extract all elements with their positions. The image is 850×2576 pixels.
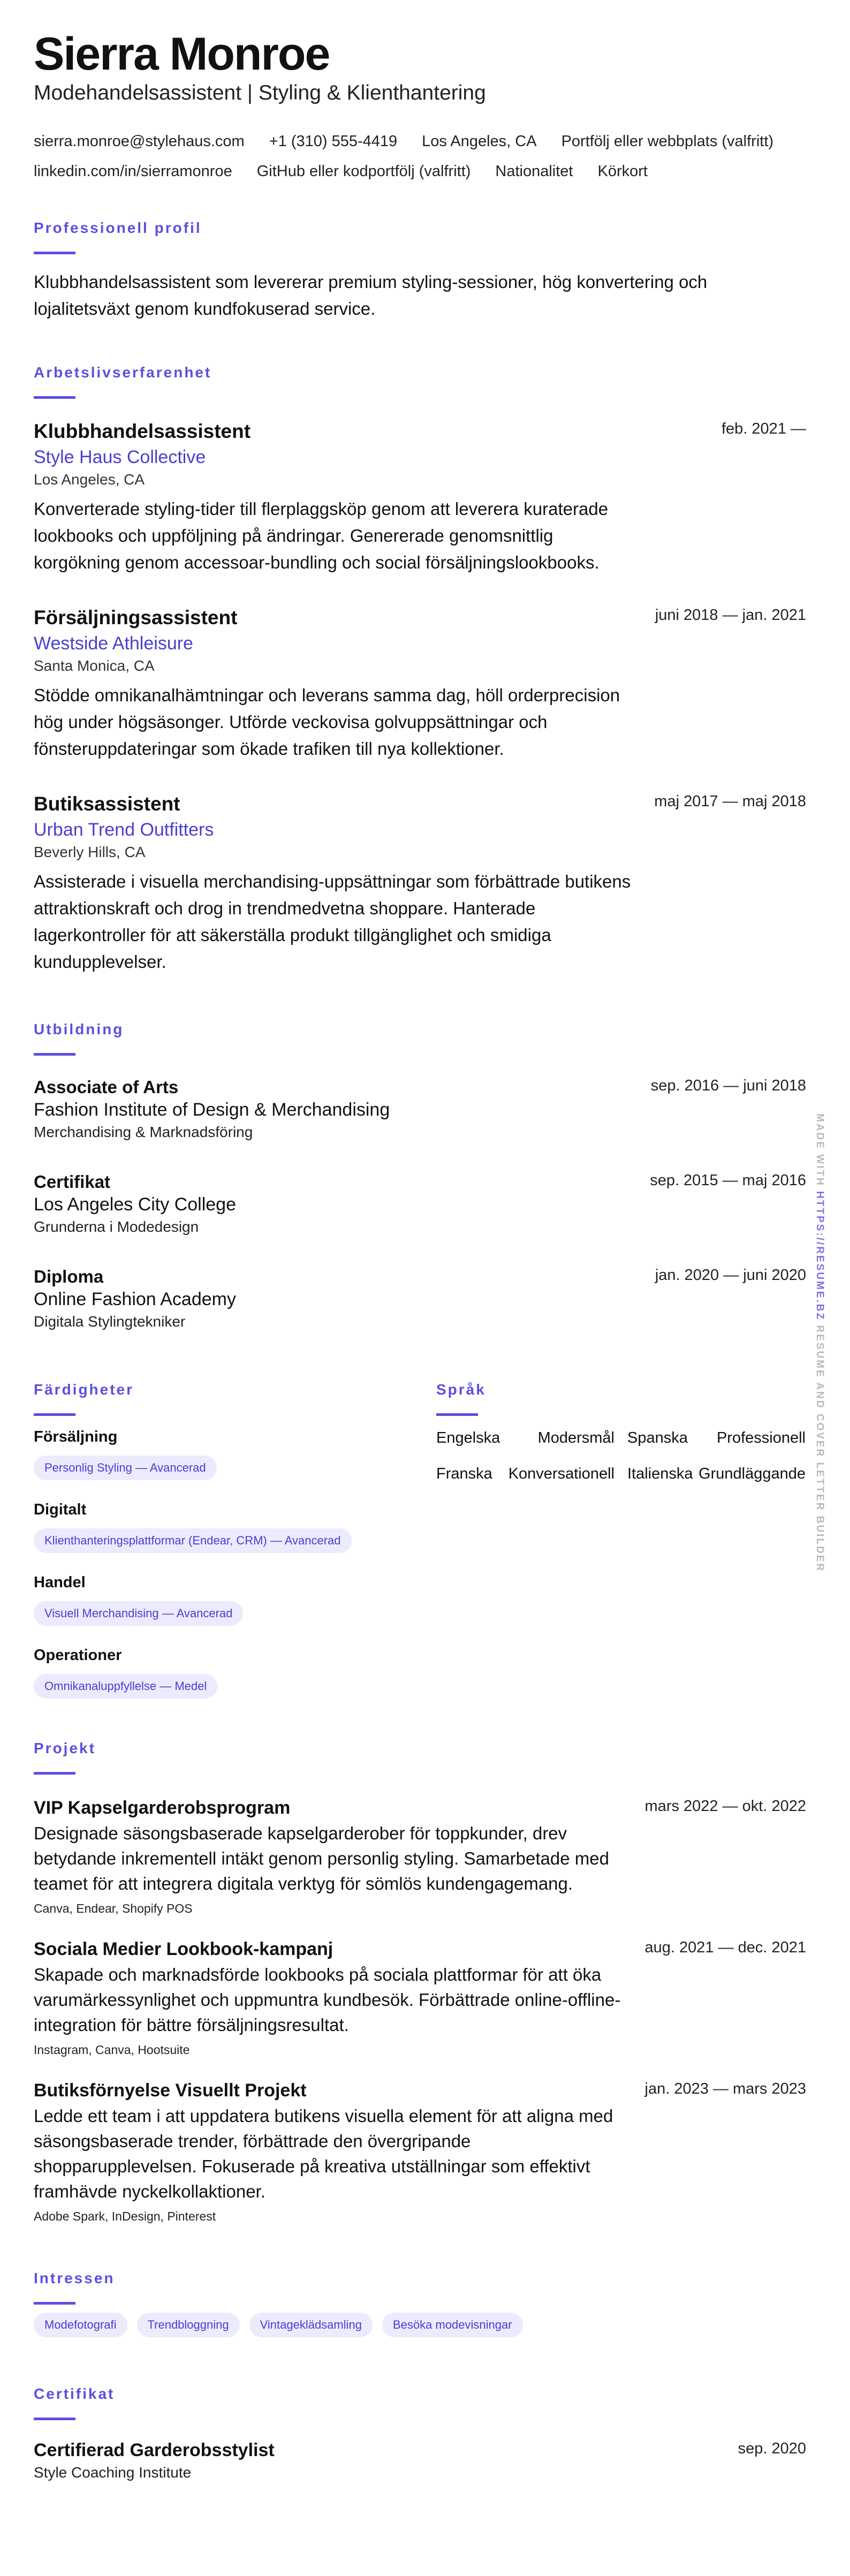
section-divider: [34, 2418, 75, 2420]
skill-group: [34, 1501, 408, 1574]
job-title: Försäljningsassistent: [34, 607, 238, 628]
section-certificates: [34, 2385, 115, 2420]
section-education: [34, 1021, 124, 1056]
language-name: Spanska: [627, 1429, 688, 1446]
field-of-study: Digitala Stylingtekniker: [34, 1313, 186, 1330]
language-level: Konversationell: [508, 1465, 614, 1482]
languages-list: [436, 1429, 811, 1483]
job-description: Stödde omnikanalhämtningar och leverans samma dag, höll orderprecision hög under högsäsonger. Utförde veckovisa golvuppsättningar och fönsteruppdateringar som ökade trafiken till nya kollektioner.: [34, 685, 620, 759]
interest-pill: Trendbloggning: [137, 2313, 240, 2337]
section-title: Språk: [436, 1381, 486, 1398]
certificate-issuer: Style Coaching Institute: [34, 2464, 192, 2481]
education-date: sep. 2016 — juni 2018: [650, 1077, 806, 1094]
interest-pill: Vintageklädsamling: [249, 2313, 373, 2337]
section-divider: [34, 396, 75, 399]
certificate-item: [34, 2440, 806, 2481]
language-name: Engelska: [436, 1429, 500, 1446]
job-location: Beverly Hills, CA: [34, 844, 146, 860]
project-date: aug. 2021 — dec. 2021: [644, 1939, 806, 1956]
section-divider: [436, 1413, 478, 1416]
degree: Diploma: [34, 1267, 104, 1286]
field-of-study: Merchandising & Marknadsföring: [34, 1124, 253, 1140]
watermark-suffix: RESUME AND COVER LETTER BUILDER: [814, 1321, 825, 1573]
resume-builder-watermark: [814, 1113, 825, 1572]
project-date: jan. 2023 — mars 2023: [644, 2080, 806, 2097]
project-tools: Instagram, Canva, Hootsuite: [34, 2043, 190, 2057]
interest-pill: Modefotografi: [34, 2313, 127, 2337]
interest-pill: Besöka modevisningar: [382, 2313, 523, 2337]
job-title: Klubbhandelsassistent: [34, 420, 251, 442]
project-item: [34, 1798, 806, 1916]
school: Online Fashion Academy: [34, 1289, 236, 1309]
contact-github[interactable]: GitHub eller kodportfölj (valfritt): [256, 162, 471, 180]
education-item: [34, 1077, 806, 1141]
section-divider: [34, 1053, 75, 1056]
project-item: [34, 2080, 806, 2224]
section-title: Intressen: [34, 2270, 115, 2286]
contact-nationality: Nationalitet: [495, 162, 573, 180]
skill-category: Operationer: [34, 1647, 122, 1664]
section-title: Färdigheter: [34, 1381, 134, 1398]
candidate-name: Sierra Monroe: [34, 28, 330, 80]
experience-item: [34, 607, 806, 762]
experience-item: [34, 420, 806, 576]
education-date: sep. 2015 — maj 2016: [650, 1172, 806, 1189]
contact-info: [34, 126, 806, 186]
contact-location: Los Angeles, CA: [422, 132, 537, 150]
language-level: Grundläggande: [699, 1465, 806, 1482]
company-name: Westside Athleisure: [34, 633, 193, 654]
section-languages: [436, 1381, 486, 1416]
company-name: Style Haus Collective: [34, 447, 206, 467]
section-interests: [34, 2270, 115, 2305]
project-tools: Adobe Spark, InDesign, Pinterest: [34, 2209, 216, 2223]
watermark-link[interactable]: HTTPS://RESUME.BZ: [814, 1191, 825, 1321]
project-title: Butiksförnyelse Visuellt Projekt: [34, 2080, 307, 2101]
section-skills: [34, 1381, 134, 1416]
section-title: Utbildning: [34, 1021, 124, 1037]
project-title: Sociala Medier Lookbook-kampanj: [34, 1939, 333, 1959]
project-item: [34, 1939, 806, 2057]
skill-category: Digitalt: [34, 1501, 87, 1518]
education-date: jan. 2020 — juni 2020: [655, 1267, 806, 1284]
language-level: Professionell: [716, 1429, 806, 1446]
section-divider: [34, 1413, 75, 1416]
skill-category: Försäljning: [34, 1428, 118, 1445]
certificate-title: Certifierad Garderobsstylist: [34, 2440, 275, 2460]
field-of-study: Grunderna i Modedesign: [34, 1218, 199, 1235]
contact-portfolio[interactable]: Portfölj eller webbplats (valfritt): [561, 132, 774, 150]
section-profile: [34, 219, 202, 254]
skill-group: [34, 1647, 408, 1719]
section-title: Projekt: [34, 1740, 96, 1756]
job-title: Butiksassistent: [34, 793, 180, 815]
education-item: [34, 1267, 806, 1330]
job-description: Assisterade i visuella merchandising-uppsättningar som förbättrade butikens attraktionskraft och drog in trendmedvetna shoppare. Hanterade lagerkontroller för att säkerställa produkt tillgänglighet och smidiga kundupplevelser.: [34, 872, 631, 972]
language-level: Modersmål: [537, 1429, 614, 1446]
experience-date: feb. 2021 —: [722, 420, 806, 437]
school: Fashion Institute of Design & Merchandising: [34, 1100, 390, 1120]
skill-pill: Klienthanteringsplattformar (Endear, CRM) — Avancerad: [34, 1528, 352, 1553]
degree: Associate of Arts: [34, 1077, 179, 1097]
section-title: Certifikat: [34, 2385, 115, 2402]
watermark-prefix: MADE WITH: [814, 1113, 825, 1192]
project-title: VIP Kapselgarderobsprogram: [34, 1798, 291, 1818]
project-date: mars 2022 — okt. 2022: [644, 1798, 806, 1815]
section-projects: [34, 1740, 96, 1775]
language-item: [436, 1465, 614, 1483]
skills-list: [34, 1428, 408, 1719]
certificate-date: sep. 2020: [738, 2440, 806, 2457]
interests-list: [34, 2313, 806, 2337]
project-description: Skapade och marknadsförde lookbooks på sociala plattformar för att öka varumärkessynlighet och uppmuntra kundbesök. Förbättrade online-offline-integration för bättre försäljningsresultat.: [34, 1965, 621, 2035]
skill-pill: Personlig Styling — Avancerad: [34, 1456, 217, 1480]
job-location: Santa Monica, CA: [34, 657, 155, 674]
section-title: Professionell profil: [34, 219, 202, 236]
contact-email[interactable]: sierra.monroe@stylehaus.com: [34, 132, 245, 150]
language-item: [627, 1429, 806, 1447]
project-description: Ledde ett team i att uppdatera butikens visuella element för att aligna med säsongsbaserade trender, förbättrade den övergripande shopparupplevelsen. Fokuserade på kreativa utställningar som effektivt framhävde nyckelkollaktioner.: [34, 2106, 613, 2201]
education-item: [34, 1172, 806, 1236]
skill-pill: Visuell Merchandising — Avancerad: [34, 1601, 243, 1626]
skill-group: [34, 1574, 408, 1647]
contact-linkedin[interactable]: linkedin.com/in/sierramonroe: [34, 162, 232, 180]
section-divider: [34, 252, 75, 254]
language-item: [436, 1429, 614, 1447]
contact-phone: +1 (310) 555-4419: [269, 132, 398, 150]
experience-date: maj 2017 — maj 2018: [654, 793, 806, 810]
section-title: Arbetslivserfarenhet: [34, 364, 212, 381]
language-item: [627, 1465, 806, 1483]
section-divider: [34, 1772, 75, 1775]
skill-pill: Omnikanaluppfyllelse — Medel: [34, 1674, 217, 1699]
school: Los Angeles City College: [34, 1194, 237, 1215]
job-location: Los Angeles, CA: [34, 471, 145, 488]
skill-category: Handel: [34, 1574, 86, 1591]
project-description: Designade säsongsbaserade kapselgarderober för toppkunder, drev betydande inkrementell intäkt genom personlig styling. Samarbetade med teamet för att integrera digitala verktyg för sömlös kundengagemang.: [34, 1823, 609, 1893]
section-divider: [34, 2302, 75, 2305]
language-name: Italienska: [627, 1465, 693, 1482]
degree: Certifikat: [34, 1172, 111, 1192]
contact-license: Körkort: [597, 162, 648, 180]
project-tools: Canva, Endear, Shopify POS: [34, 1901, 193, 1915]
experience-date: juni 2018 — jan. 2021: [655, 607, 806, 624]
candidate-subtitle: Modehandelsassistent | Styling & Klienthantering: [34, 81, 486, 104]
company-name: Urban Trend Outfitters: [34, 820, 214, 840]
skill-group: [34, 1428, 408, 1501]
profile-text: Klubbhandelsassistent som levererar premium styling-sessioner, hög konvertering och lojalitetsväxt genom kundfokuserad service.: [34, 272, 708, 319]
experience-item: [34, 793, 806, 975]
language-name: Franska: [436, 1465, 492, 1482]
section-experience: [34, 364, 211, 399]
job-description: Konverterade styling-tider till flerplaggsköp genom att leverera kuraterade lookbooks och uppföljning på ändringar. Genererade genomsnittlig korgökning genom accessoar-bundling och social försäljningslookbooks.: [34, 499, 609, 572]
